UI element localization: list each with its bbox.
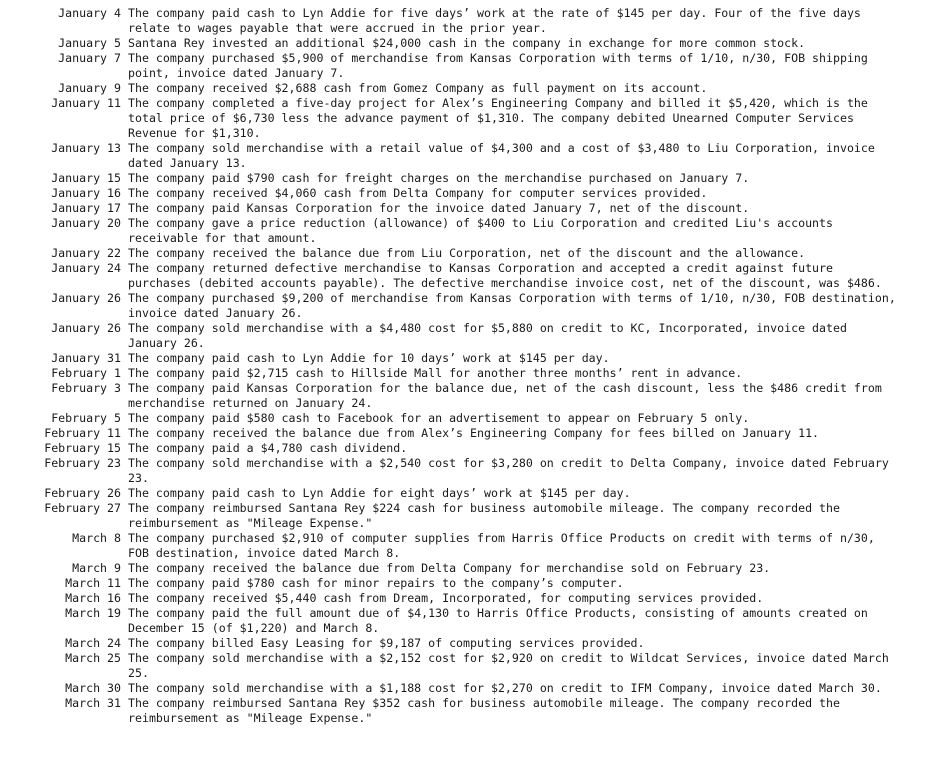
entry-row bbox=[0, 171, 932, 186]
entry-row bbox=[0, 501, 932, 531]
entry-description: The company purchased $5,900 of merchandise from Kansas Corporation with terms of 1/10, n/30, FOB shipping point, invoice dated January 7. bbox=[128, 51, 868, 80]
entry-date: February 1 bbox=[51, 366, 121, 380]
entry-description: The company sold merchandise with a $1,188 cost for $2,270 on credit to IFM Company, invoice dated March 30. bbox=[128, 681, 882, 695]
entry-row bbox=[0, 186, 932, 201]
entry-description: The company paid $2,715 cash to Hillside Mall for another three months’ rent in advance. bbox=[128, 366, 743, 380]
entry-row bbox=[0, 6, 932, 36]
entry-row bbox=[0, 381, 932, 411]
entry-row bbox=[0, 636, 932, 651]
entry-row bbox=[0, 576, 932, 591]
entry-row bbox=[0, 201, 932, 216]
entry-description: The company paid Kansas Corporation for the balance due, net of the cash discount, less the $486 credit from merchandise returned on January 24. bbox=[128, 381, 882, 410]
entry-date: March 9 bbox=[72, 561, 121, 575]
entry-row bbox=[0, 141, 932, 171]
entry-description: Santana Rey invested an additional $24,000 cash in the company in exchange for more common stock. bbox=[128, 36, 806, 50]
entry-date: February 11 bbox=[44, 426, 121, 440]
entry-description: The company sold merchandise with a $4,480 cost for $5,880 on credit to KC, Incorporated, invoice dated January 26. bbox=[128, 321, 847, 350]
entry-date: February 5 bbox=[51, 411, 121, 425]
entry-description: The company received the balance due from Liu Corporation, net of the discount and the allowance. bbox=[128, 246, 806, 260]
entry-date: January 13 bbox=[51, 141, 121, 155]
entry-description: The company paid the full amount due of $4,130 to Harris Office Products, consisting of amounts created on December 15 (of $1,220) and March 8. bbox=[128, 606, 868, 635]
entry-description: The company reimbursed Santana Rey $224 cash for business automobile mileage. The company recorded the reimbursement as "Mileage Expense." bbox=[128, 501, 840, 530]
entry-description: The company billed Easy Leasing for $9,187 of computing services provided. bbox=[128, 636, 645, 650]
entry-row bbox=[0, 351, 932, 366]
entry-description: The company sold merchandise with a $2,540 cost for $3,280 on credit to Delta Company, invoice dated February 23. bbox=[128, 456, 889, 485]
entry-date: February 15 bbox=[44, 441, 121, 455]
entry-row bbox=[0, 561, 932, 576]
entry-date: February 26 bbox=[44, 486, 121, 500]
entry-row bbox=[0, 681, 932, 696]
entry-description: The company received $5,440 cash from Dream, Incorporated, for computing services provided. bbox=[128, 591, 764, 605]
entry-row bbox=[0, 456, 932, 486]
entry-description: The company paid $790 cash for freight charges on the merchandise purchased on January 7. bbox=[128, 171, 750, 185]
entry-row bbox=[0, 51, 932, 81]
entry-date: March 24 bbox=[65, 636, 121, 650]
entry-row bbox=[0, 696, 932, 726]
entry-row bbox=[0, 651, 932, 681]
entry-row bbox=[0, 216, 932, 246]
entry-date: January 22 bbox=[51, 246, 121, 260]
entry-row bbox=[0, 96, 932, 141]
entry-row bbox=[0, 246, 932, 261]
entry-row bbox=[0, 366, 932, 381]
entry-row bbox=[0, 531, 932, 561]
entry-date: January 11 bbox=[51, 96, 121, 110]
entry-date: February 27 bbox=[44, 501, 121, 515]
entry-date: January 4 bbox=[58, 6, 121, 20]
entry-date: January 9 bbox=[58, 81, 121, 95]
entry-row bbox=[0, 321, 932, 351]
entry-description: The company returned defective merchandise to Kansas Corporation and accepted a credit against future purchases (debited accounts payable). The defective merchandise invoice cost, net of the discount, was $486. bbox=[128, 261, 882, 290]
entry-row bbox=[0, 261, 932, 291]
entry-description: The company reimbursed Santana Rey $352 cash for business automobile mileage. The company recorded the reimbursement as "Mileage Expense." bbox=[128, 696, 840, 725]
entry-description: The company purchased $2,910 of computer supplies from Harris Office Products on credit with terms of n/30, FOB destination, invoice dated March 8. bbox=[128, 531, 875, 560]
entry-date: February 23 bbox=[44, 456, 121, 470]
entry-row bbox=[0, 426, 932, 441]
entry-description: The company paid cash to Lyn Addie for eight days’ work at $145 per day. bbox=[128, 486, 631, 500]
entry-date: January 17 bbox=[51, 201, 121, 215]
entry-description: The company purchased $9,200 of merchandise from Kansas Corporation with terms of 1/10, n/30, FOB destination, invoice dated January 26. bbox=[128, 291, 896, 320]
entry-description: The company received $2,688 cash from Gomez Company as full payment on its account. bbox=[128, 81, 708, 95]
entry-description: The company paid $580 cash to Facebook for an advertisement to appear on February 5 only. bbox=[128, 411, 750, 425]
entry-description: The company received the balance due from Alex’s Engineering Company for fees billed on January 11. bbox=[128, 426, 820, 440]
entry-row bbox=[0, 36, 932, 51]
entry-description: The company paid Kansas Corporation for the invoice dated January 7, net of the discount. bbox=[128, 201, 750, 215]
entry-row bbox=[0, 81, 932, 96]
entry-description: The company paid cash to Lyn Addie for 10 days’ work at $145 per day. bbox=[128, 351, 610, 365]
entry-date: March 30 bbox=[65, 681, 121, 695]
entry-date: January 31 bbox=[51, 351, 121, 365]
entry-date: January 5 bbox=[58, 36, 121, 50]
entry-row bbox=[0, 441, 932, 456]
entry-date: March 25 bbox=[65, 651, 121, 665]
entry-description: The company sold merchandise with a $2,152 cost for $2,920 on credit to Wildcat Services, invoice dated March 25. bbox=[128, 651, 889, 680]
entry-description: The company sold merchandise with a retail value of $4,300 and a cost of $3,480 to Liu Corporation, invoice dated January 13. bbox=[128, 141, 875, 170]
entry-date: February 3 bbox=[51, 381, 121, 395]
entry-row bbox=[0, 606, 932, 636]
entry-row bbox=[0, 411, 932, 426]
entry-date: January 20 bbox=[51, 216, 121, 230]
entry-date: March 8 bbox=[72, 531, 121, 545]
entry-date: January 26 bbox=[51, 291, 121, 305]
entry-date: March 11 bbox=[65, 576, 121, 590]
entry-date: January 26 bbox=[51, 321, 121, 335]
entry-date: March 16 bbox=[65, 591, 121, 605]
entry-date: January 16 bbox=[51, 186, 121, 200]
entry-description: The company paid cash to Lyn Addie for five days’ work at the rate of $145 per day. Four of the five days relate to wages payable that were accrued in the prior year. bbox=[128, 6, 861, 35]
entry-row bbox=[0, 291, 932, 321]
entry-date: January 24 bbox=[51, 261, 121, 275]
entry-date: January 7 bbox=[58, 51, 121, 65]
entry-description: The company gave a price reduction (allowance) of $400 to Liu Corporation and credited Liu's accounts receivable for that amount. bbox=[128, 216, 833, 245]
entry-description: The company received $4,060 cash from Delta Company for computer services provided. bbox=[128, 186, 708, 200]
entry-description: The company paid $780 cash for minor repairs to the company’s computer. bbox=[128, 576, 624, 590]
entry-date: January 15 bbox=[51, 171, 121, 185]
entry-date: March 31 bbox=[65, 696, 121, 710]
entry-description: The company completed a five-day project for Alex’s Engineering Company and billed it $5,420, which is the total price of $6,730 less the advance payment of $1,310. The company debited Unearned Computer Services Revenue for $1,310. bbox=[128, 96, 868, 140]
entry-row bbox=[0, 591, 932, 606]
entry-row bbox=[0, 486, 932, 501]
entry-date: March 19 bbox=[65, 606, 121, 620]
entry-description: The company paid a $4,780 cash dividend. bbox=[128, 441, 408, 455]
entry-description: The company received the balance due from Delta Company for merchandise sold on February 23. bbox=[128, 561, 771, 575]
